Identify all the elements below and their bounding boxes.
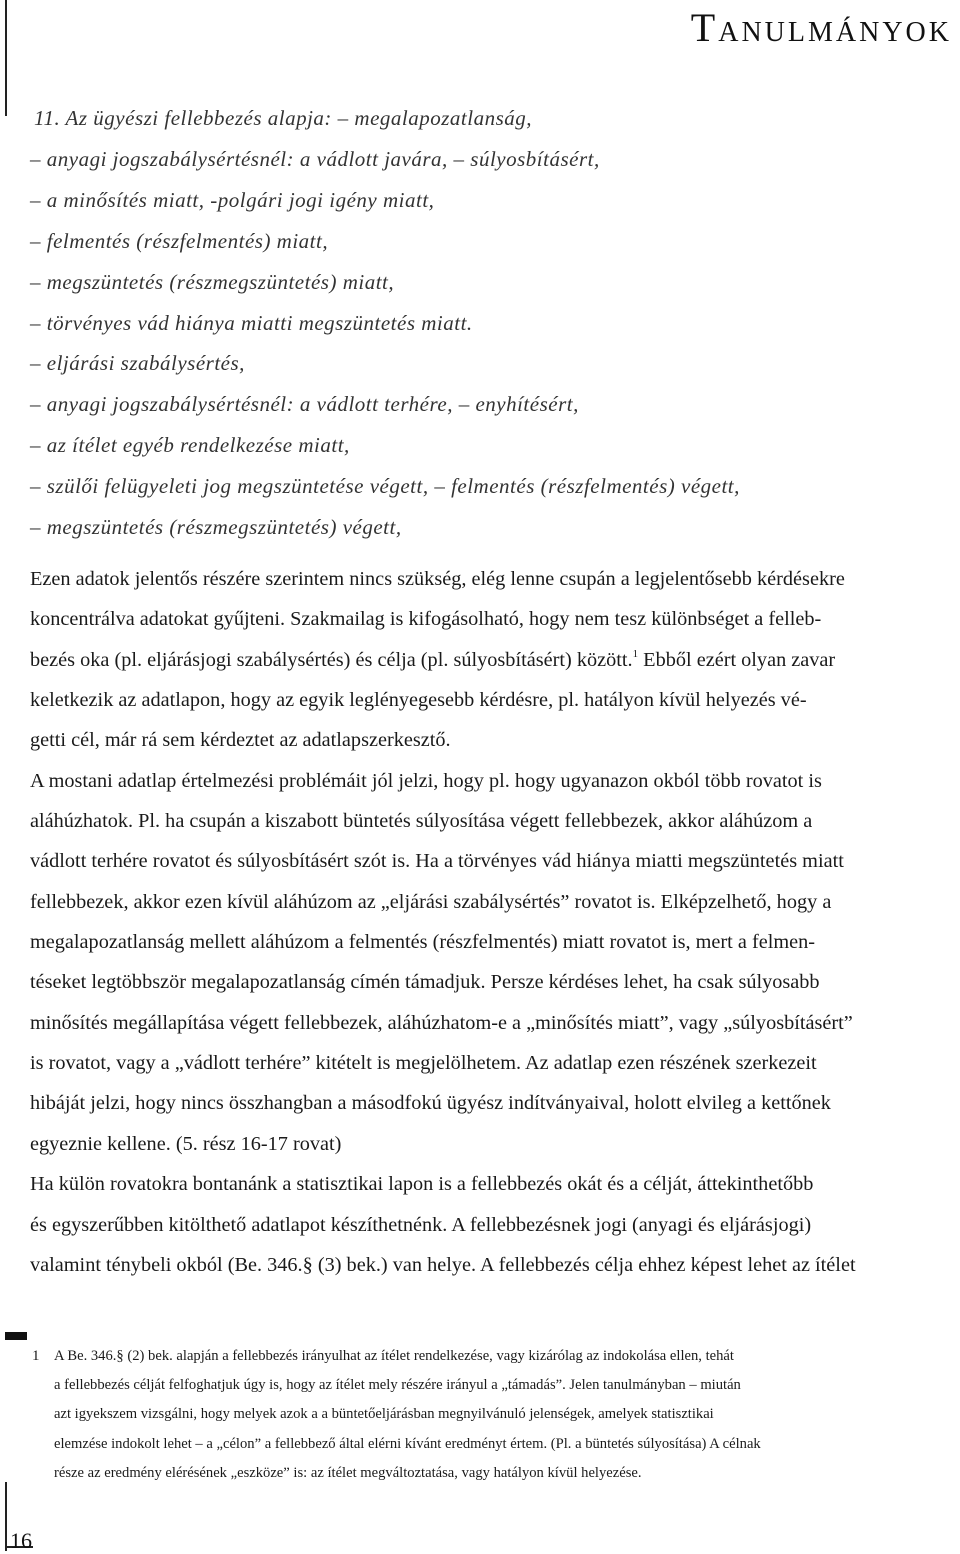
page-number: 16 <box>10 1528 32 1553</box>
list-line: – az ítélet egyéb rendelkezése miatt, <box>30 433 350 458</box>
list-line: – a minősítés miatt, -polgári jogi igény miatt, <box>30 187 435 212</box>
body-line: minősítés megállapítása végett fellebbezek, aláhúzhatom-e a „minősítés miatt”, vagy „súlyosbításért” <box>30 1011 853 1034</box>
list-line: – anyagi jogszabálysértésnél: a vádlott terhére, – enyhítésért, <box>30 392 579 417</box>
list-line: – törvényes vád hiánya miatti megszüntetés miatt. <box>30 310 473 335</box>
body-line: keletkezik az adatlapon, hogy az egyik leglényegesebb kérdésre, pl. hatályon kívül helyezés vé- <box>30 689 807 712</box>
footnote-line: azt igyekszem vizsgálni, hogy melyek azok a a büntetőeljárásban megnyilvánuló jelenségek, amelyek statisztikai <box>54 1406 714 1423</box>
body-line: koncentrálva adatokat gyűjteni. Szakmailag is kifogásolható, hogy nem tesz különbséget a felleb- <box>30 608 822 631</box>
appeal-grounds-list <box>30 98 950 548</box>
list-line: – megszüntetés (részmegszüntetés) végett, <box>30 515 402 540</box>
body-line: Ha külön rovatokra bontanánk a statisztikai lapon is a fellebbezés okát és a célját, áttekinthetőbb <box>30 1173 814 1196</box>
list-line: – felmentés (részfelmentés) miatt, <box>30 228 329 253</box>
list-line: 11. Az ügyészi fellebbezés alapja: – megalapozatlanság, <box>34 106 533 130</box>
body-line: is rovatot, vagy a „vádlott terhére” kitételt is megjelölhetem. Az adatlap ezen részének szerkezeit <box>30 1052 817 1075</box>
body-line: valamint ténybeli okból (Be. 346.§ (3) bek.) van helye. A fellebbezés célja ehhez képest lehet az ítélet <box>30 1253 856 1276</box>
body-text <box>30 559 952 1285</box>
footnote-number: 1 <box>32 1348 40 1364</box>
body-line-with-footnote-ref <box>30 640 952 680</box>
body-line: téseket legtöbbször megalapozatlanság címén támadjuk. Persze kérdéses lehet, ha csak súlyosabb <box>30 971 820 994</box>
footnote-line: része az eredmény elérésének „eszköze” is: az ítélet megváltoztatása, vagy hatályon kívül helyezése. <box>54 1464 642 1481</box>
footnote-line: a fellebbezés célját felfoghatjuk úgy is, hogy az ítélet mely részére irányul a „támadás”. Jelen tanulmányban – miután <box>54 1377 741 1394</box>
list-line: – szülői felügyeleti jog megszüntetése végett, – felmentés (részfelmentés) végett, <box>30 474 740 499</box>
list-line: – eljárási szabálysértés, <box>30 351 245 376</box>
body-line: A mostani adatlap értelmezési problémáit jól jelzi, hogy pl. hogy ugyanazon okból több rovatot is <box>30 769 822 792</box>
body-line: és egyszerűbben kitölthető adatlapot készíthetnénk. A fellebbezésnek jogi (anyagi és eljárásjogi) <box>30 1213 812 1236</box>
body-line: aláhúzhatok. Pl. ha csupán a kiszabott büntetés súlyosítása végett fellebbezek, akkor aláhúzom a <box>30 810 813 833</box>
footnote-reference[interactable]: 1 <box>632 647 639 660</box>
list-line: – anyagi jogszabálysértésnél: a vádlott javára, – súlyosbításért, <box>30 146 600 171</box>
left-margin-rule <box>5 0 7 116</box>
list-line: – megszüntetés (részmegszüntetés) miatt, <box>30 269 395 294</box>
body-line: fellebbezek, akkor ezen kívül aláhúzom az „eljárási szabálysértés” rovatot is. Elképzelhető, hogy a <box>30 890 832 913</box>
body-text-segment: bezés oka (pl. eljárásjogi szabálysértés) és célja (pl. súlyosbításért) között. <box>30 648 633 671</box>
footnote-line: A Be. 346.§ (2) bek. alapján a fellebbezés irányulhat az ítélet rendelkezése, vagy kizárólag az indokolása ellen, tehát <box>54 1348 734 1364</box>
body-line: getti cél, már rá sem kérdeztet az adatlapszerkesztő. <box>30 729 451 752</box>
footnote-separator <box>5 1332 27 1340</box>
body-line: hibáját jelzi, hogy nincs összhangban a másodfokú ügyész indítványaival, holott elvileg a kettőnek <box>30 1092 831 1115</box>
section-header: Tanulmányok <box>690 5 952 50</box>
body-line: Ezen adatok jelentős részére szerintem nincs szükség, elég lenne csupán a legjelentősebb kérdésekre <box>30 568 845 590</box>
bottom-margin-rule <box>5 1482 7 1551</box>
body-line: egyeznie kellene. (5. rész 16-17 rovat) <box>30 1132 342 1155</box>
footnote <box>30 1342 954 1488</box>
body-text-segment: Ebből ezért olyan zavar <box>638 648 836 671</box>
body-line: vádlott terhére rovatot és súlyosbításért szót is. Ha a törvényes vád hiánya miatti megszüntetés miatt <box>30 850 844 873</box>
footnote-line: elemzése indokolt lehet – a „célon” a fellebbező által elérni kívánt eredményt értem. (Pl. a büntetés súlyosítása) A célnak <box>54 1435 761 1452</box>
body-line: megalapozatlanság mellett aláhúzom a felmentés (részfelmentés) miatt rovatot is, mert a felmen- <box>30 931 816 954</box>
